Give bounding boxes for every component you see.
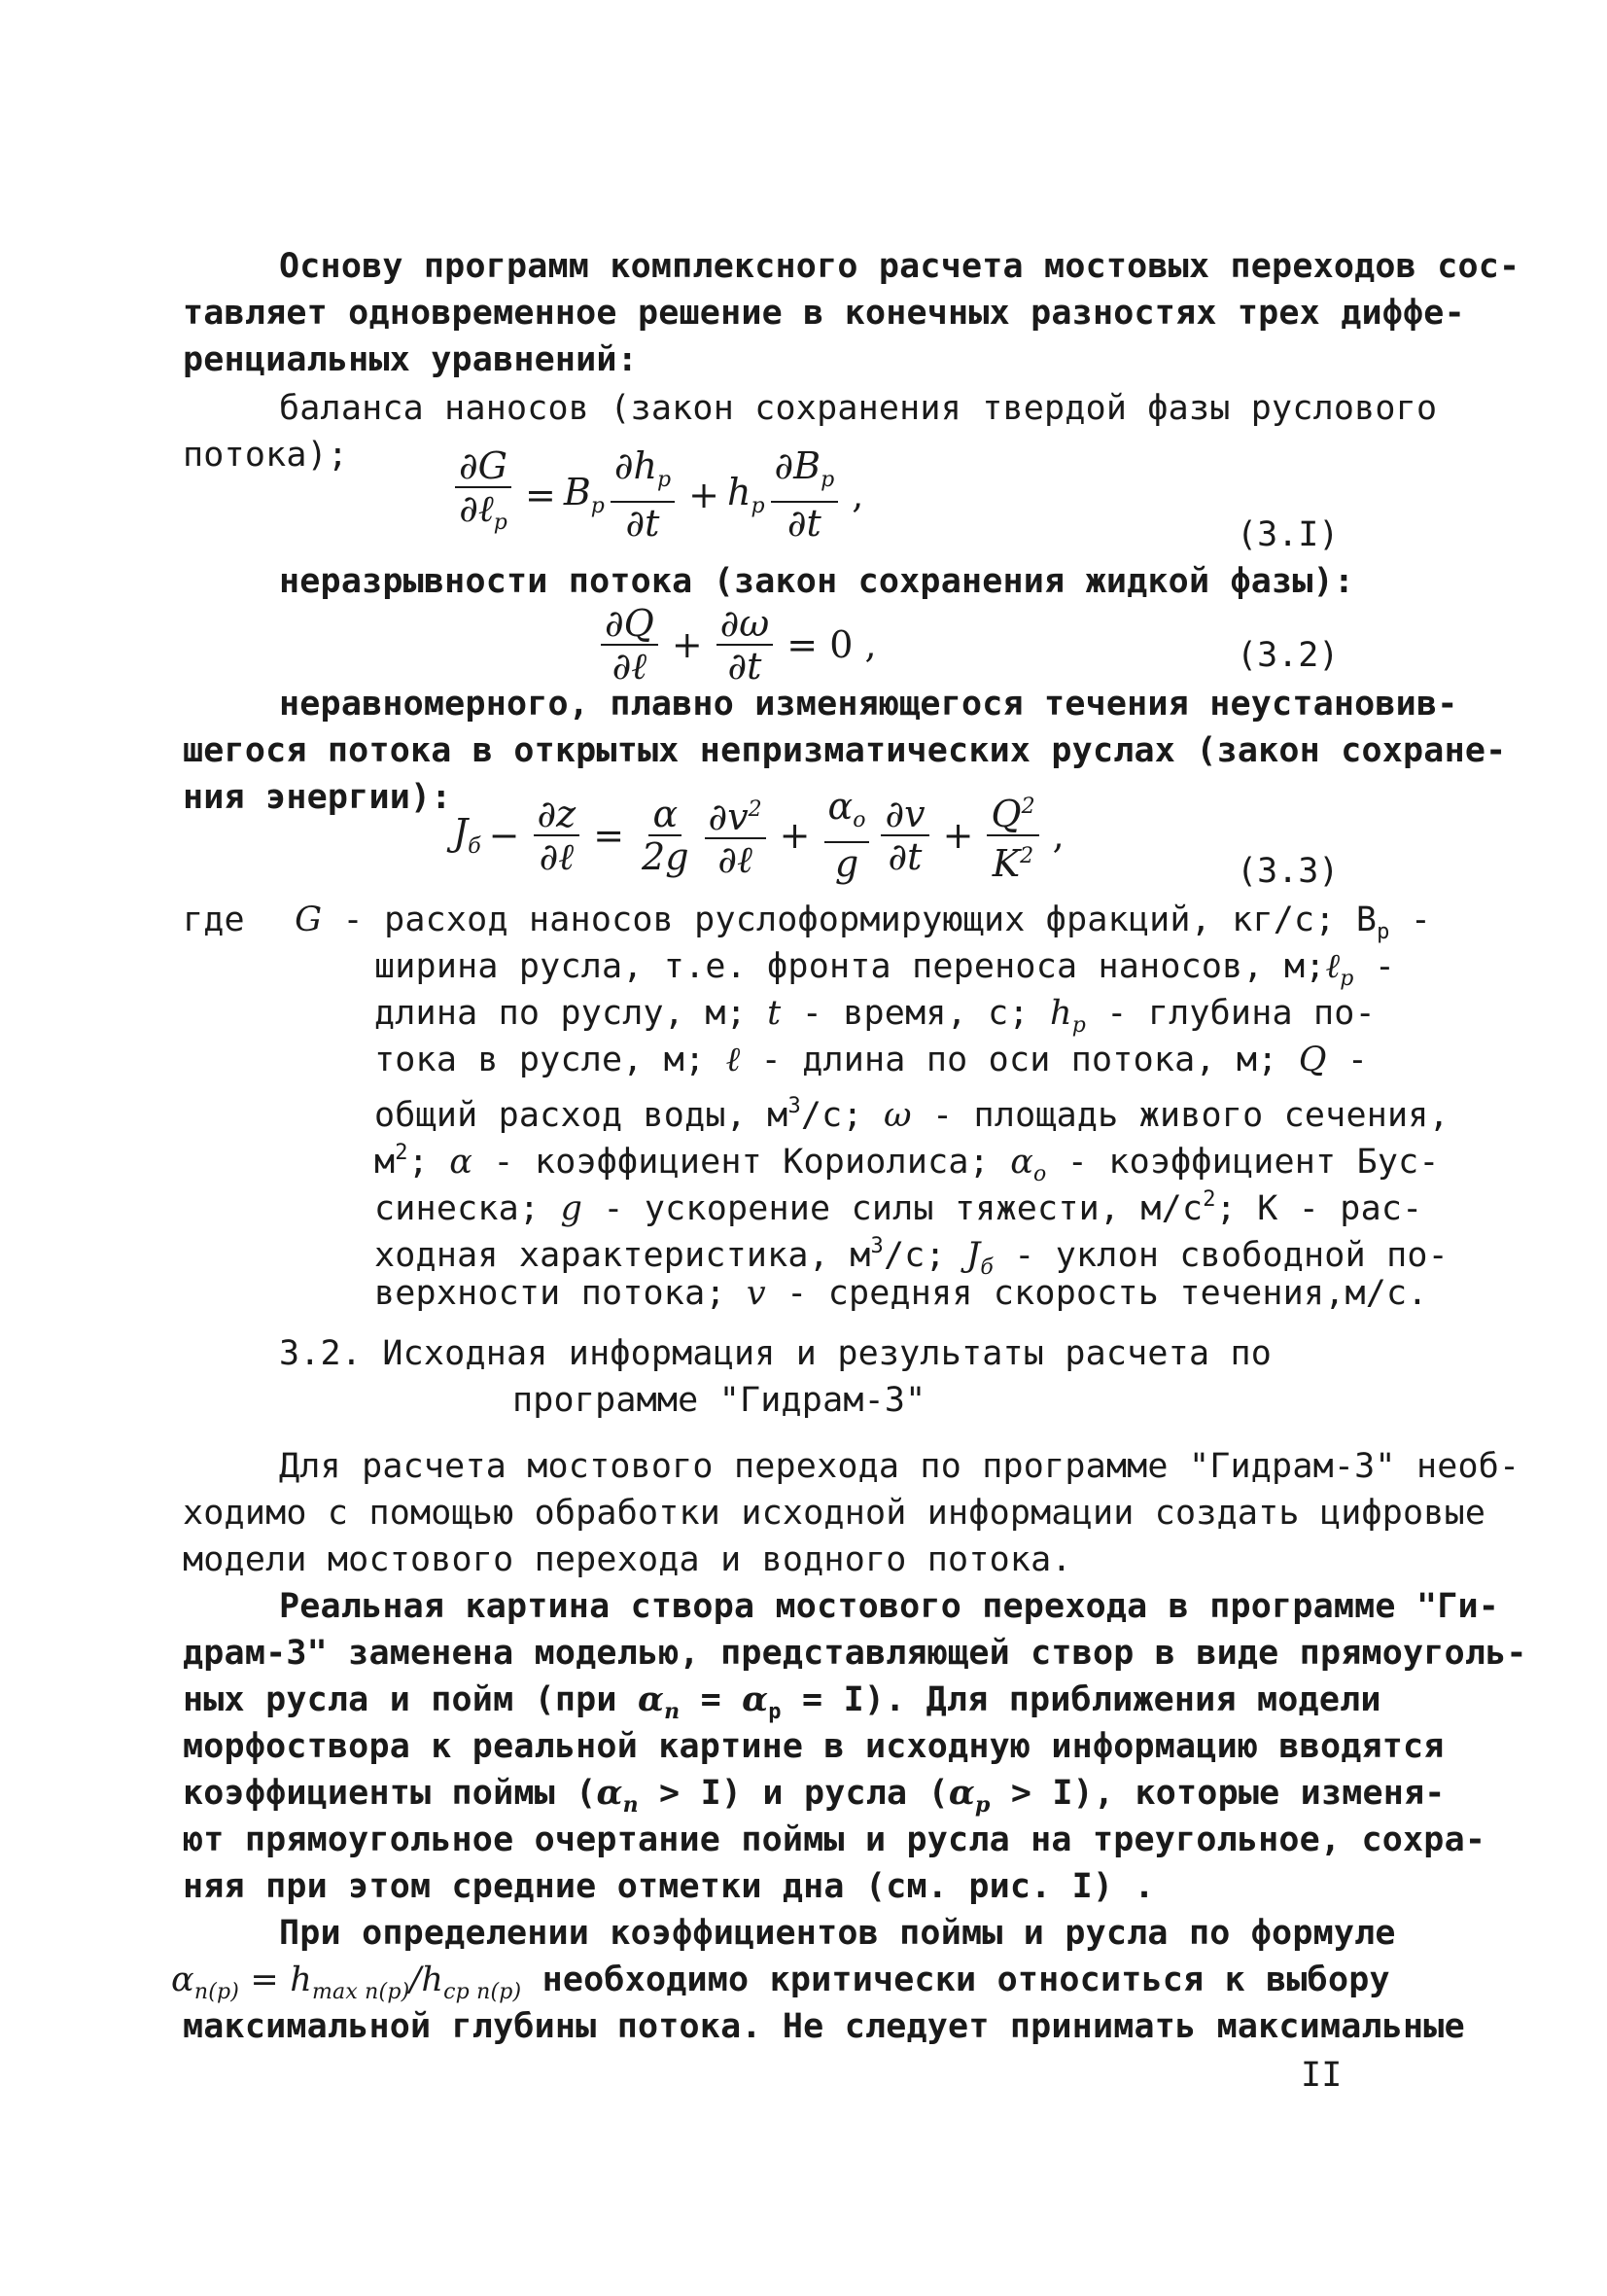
equation-3-1: $\frac{\partial G}{\partial\ell_p}$ = $B_p$ $\frac{\partial h_p}{\partial t}$ + $h_p$ $\frac{\partial B_p}{\partial t}$ , bbox=[449, 445, 871, 544]
paragraph3-line3: ных русла и пойм (при $\alpha_п = \alpha_р = I$). Для приближения модели bbox=[183, 1679, 1381, 1724]
section-heading-line1: 3.2. Исходная информация и результаты расчета по bbox=[279, 1334, 1273, 1373]
where-line6: $м^2$; α - коэффициент Кориолиса; $\alpha_o$ - коэффициент Бус- bbox=[374, 1141, 1440, 1186]
where-line2: ширина русла, т.е. фронта переноса наносов, м;ℓ$_p$ - bbox=[374, 947, 1396, 991]
equation-number-3-1: (3.I) bbox=[1237, 515, 1340, 554]
section-heading-line2: программе "Гидрам-3" bbox=[512, 1381, 926, 1420]
paragraph3-line6: ют прямоугольное очертание поймы и русла на треугольное, сохра- bbox=[183, 1820, 1486, 1859]
equation-number-3-3: (3.3) bbox=[1237, 852, 1340, 891]
paragraph2-line3: модели мостового перехода и водного потока. bbox=[183, 1540, 1072, 1579]
where-line3: длина по руслу, м; t - время, с; $h_p$ - глубина по- bbox=[374, 994, 1376, 1038]
eq1-intro-line2: потока); bbox=[183, 436, 349, 475]
paragraph4-line3: максимальной глубины потока. Не следует принимать максимальные bbox=[183, 2007, 1465, 2046]
equation-3-2: $\frac{\partial Q}{\text{∂ℓ}}$ + $\frac{\partial\omega}{\partial t}$ = 0 , bbox=[595, 603, 885, 687]
where-line1: где G - расход наносов руслоформирующих фракций, кг/с; $B_р$ - bbox=[183, 901, 1432, 944]
paragraph2-line2: ходимо с помощью обработки исходной информации создать цифровые bbox=[183, 1494, 1486, 1533]
paragraph3-line7: няя при этом средние отметки дна (см. рис. I) . bbox=[183, 1867, 1155, 1906]
paragraph4-line1: При определении коэффициентов поймы и русла по формуле bbox=[279, 1914, 1396, 1953]
paragraph3-line1: Реальная картина створа мостового перехода в программе "Ги- bbox=[279, 1587, 1500, 1626]
equation-number-3-2: (3.2) bbox=[1237, 636, 1340, 675]
where-word: где bbox=[183, 901, 245, 939]
paragraph1-line2: тавляет одновременное решение в конечных разностях трех диффе- bbox=[183, 294, 1465, 333]
eq3-intro-line2: шегося потока в открытых непризматических руслах (закон сохране- bbox=[183, 731, 1507, 770]
where-line5: общий расход воды, $м^3/с$; ω - площадь живого сечения, bbox=[374, 1094, 1450, 1135]
eq3-intro-line1: неравномерного, плавно изменяющегося течения неустановив- bbox=[279, 685, 1458, 724]
paragraph1-line3: ренциальных уравнений: bbox=[183, 340, 638, 379]
where-line9: верхности потока; v - средняя скорость течения,м/с. bbox=[374, 1274, 1428, 1313]
page-number: II bbox=[1301, 2056, 1343, 2095]
eq1-intro-line1: баланса наносов (закон сохранения твердой фазы руслового bbox=[279, 389, 1438, 428]
eq3-intro-line3: ния энергии): bbox=[183, 778, 452, 817]
paragraph3-line5: коэффициенты поймы $(\alpha_п > I)$ и русла $(\alpha_р > I)$, которые изменя- bbox=[183, 1773, 1446, 1818]
equation-3-3: $J_б$ − $\frac{\partial z}{\text{∂ℓ}}$ = $\frac{\alpha}{2g}$ $\frac{\partial v^2}{\text{∂ℓ}}$ + $\frac{\alpha_o}{g}$ $\frac{\partial v}{\partial t}$ + $\frac{Q^2}{K^2}$ , bbox=[453, 785, 1065, 885]
paragraph3-line2: драм-3" заменена моделью, представляющей створ в виде прямоуголь- bbox=[183, 1634, 1527, 1673]
where-line8: ходная характеристика, $м^3/с$; $J_б$ - уклон свободной по- bbox=[374, 1234, 1449, 1280]
eq2-intro: неразрывности потока (закон сохранения жидкой фазы): bbox=[279, 562, 1355, 601]
where-line4: тока в русле, м; ℓ - длина по оси потока, м; Q - bbox=[374, 1041, 1369, 1079]
paragraph1-line1: Основу программ комплексного расчета мостовых переходов сос- bbox=[279, 247, 1520, 286]
where-line7: синеска; g - ускорение силы тяжести, $м/с^2$; К - рас- bbox=[374, 1187, 1423, 1228]
paragraph3-line4: морфоствора к реальной картине в исходную информацию вводятся bbox=[183, 1727, 1445, 1766]
paragraph2-line1: Для расчета мостового перехода по программе "Гидрам-3" необ- bbox=[279, 1447, 1520, 1486]
paragraph4-line2: $\alpha_{п(р)} = h_{max п(р)}/h_{ср п(р)}$ необходимо критически относиться к выбору bbox=[171, 1960, 1390, 2004]
